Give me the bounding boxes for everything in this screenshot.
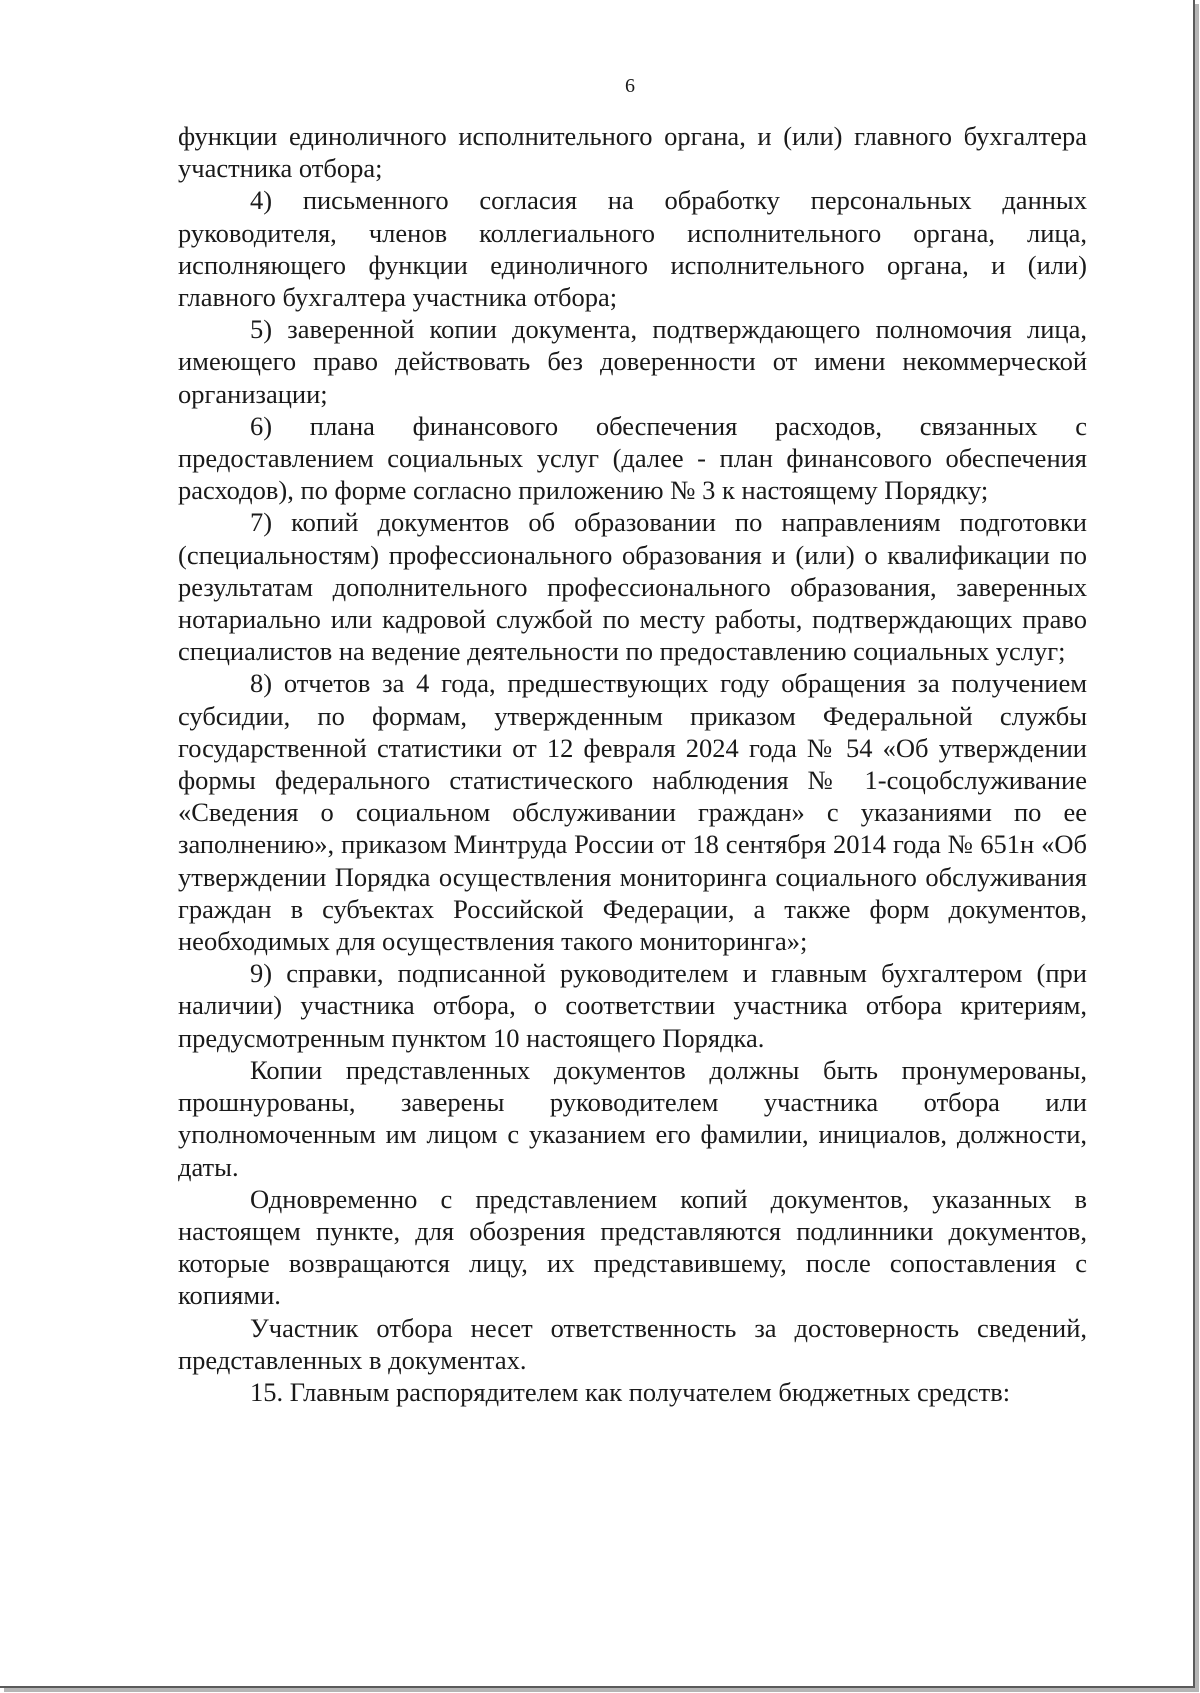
paragraph-originals: Одновременно с представлением копий документов, указанных в настоящем пункте, для обозрения представляются подлинники документов, которые возвращаются лицу, их представившему, после сопоставления с копиями. — [178, 1183, 1087, 1311]
paragraph-item-6: 6) плана финансового обеспечения расходов, связанных с предоставлением социальных услуг (далее - план финансового обеспечения расходов), по форме согласно приложению № 3 к настоящему Порядку; — [178, 410, 1087, 506]
paragraph-continuation: функции единоличного исполнительного органа, и (или) главного бухгалтера участника отбора; — [178, 121, 1087, 184]
paragraph-item-4: 4) письменного согласия на обработку персональных данных руководителя, членов коллегиального исполнительного органа, лица, исполняющего функции единоличного исполнительного органа, и (или) главного бухгалтера участника отбора; — [178, 185, 1087, 313]
paragraph-item-5: 5) заверенной копии документа, подтверждающего полномочия лица, имеющего право действовать без доверенности от имени некоммерческой организации; — [178, 314, 1087, 409]
paragraph-item-7: 7) копий документов об образовании по направлениям подготовки (специальностям) профессионального образования и (или) о квалификации по результатам дополнительного профессионального образования, заверенных нотариально или кадровой службой по месту работы, подтверждающих право специалистов на ведение деятельности по предоставлению социальных услуг; — [178, 507, 1087, 667]
page-number: 6 — [625, 75, 635, 97]
paragraph-item-8: 8) отчетов за 4 года, предшествующих году обращения за получением субсидии, по формам, утвержденным приказом Федеральной службы государственной статистики от 12 февраля 2024 года № 54 «Об утверждении формы федерального статистического наблюдения № 1-соцобслуживание «Сведения о социальном обслуживании граждан» с указаниями по ее заполнению», приказом Минтруда России от 18 сентября 2014 года № 651н «Об утверждении Порядка осуществления мониторинга социального обслуживания граждан в субъектах Российской Федерации, а также форм документов, необходимых для осуществления такого мониторинга»; — [178, 668, 1087, 957]
paragraph-responsibility: Участник отбора несет ответственность за достоверность сведений, представленных в документах. — [178, 1312, 1087, 1375]
paragraph-item-15: 15. Главным распорядителем как получателем бюджетных средств: — [250, 1376, 1011, 1407]
paragraph-copies: Копии представленных документов должны быть пронумерованы, прошнурованы, заверены руководителем участника отбора или уполномоченным им лицом с указанием его фамилии, инициалов, должности, даты. — [178, 1054, 1087, 1182]
paragraph-item-9: 9) справки, подписанной руководителем и главным бухгалтером (при наличии) участника отбора, о соответствии участника отбора критериям, предусмотренным пунктом 10 настоящего Порядка. — [178, 958, 1087, 1053]
document-body — [178, 120, 1087, 1408]
